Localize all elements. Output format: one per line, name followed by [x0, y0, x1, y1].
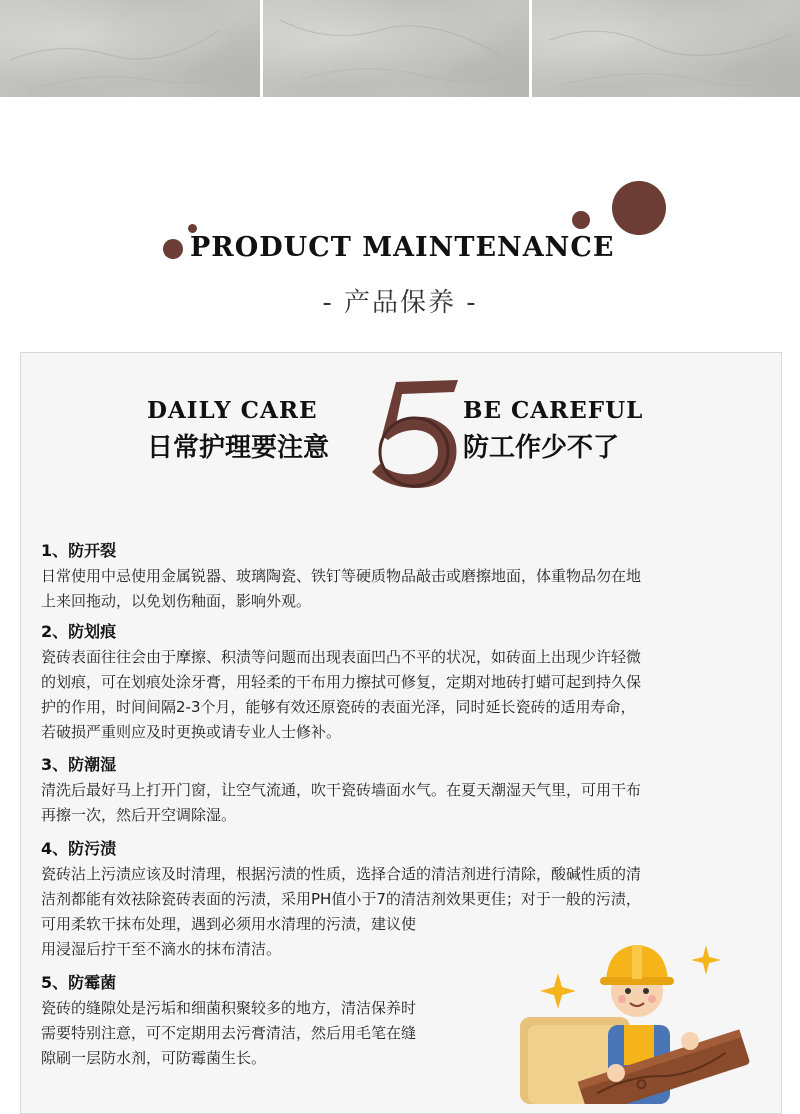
marble-veins	[0, 0, 800, 97]
decor-dot-medium	[572, 211, 590, 229]
section-title-cn: - 产品保养 -	[322, 288, 478, 318]
tip-text: 瓷砖表面往往会由于摩擦、积渍等问题而出现表面凹凸不平的状况，如砖面上出现少许轻微 的划痕，可在划痕处涂牙膏，用轻柔的干布用力擦拭可修复，定期对地砖打蜡可起到持久保 护的作用，时间间隔2-3个月，能够有效还原瓷砖的表面光泽，同时延长瓷砖的适用寿命， 若破损严重则应及时更换或请专业人士修补。	[41, 648, 642, 741]
be-careful-label: BE CAREFUL	[463, 397, 644, 424]
tip-title: 3、防潮湿	[41, 755, 117, 774]
tip-section-3	[41, 754, 761, 828]
tip-text: 瓷砖的缝隙处是污垢和细菌积聚较多的地方，清洁保养时 需要特别注意，可不定期用去污膏清洁，然后用毛笔在缝 隙刷一层防水剂，可防霉菌生长。	[41, 999, 417, 1067]
daily-care-cn: 日常护理要注意	[147, 433, 330, 463]
be-careful-cn: 防工作少不了	[463, 433, 620, 463]
daily-care-label: DAILY CARE	[147, 397, 318, 424]
tip-text: 瓷砖沾上污渍应该及时清理，根据污渍的性质，选择合适的清洁剂进行清除，酸碱性质的清 洁剂都能有效祛除瓷砖表面的污渍，采用PH值小于7的清洁剂效果更佳；对于一般的污渍， 可用柔软干抹布处理，遇到必须用水清理的污渍，建议使 用浸湿后拧干至不滴水的抹布清洁。	[41, 865, 642, 958]
tip-section-2	[41, 621, 761, 745]
decor-dot-large	[612, 181, 666, 235]
tip-title: 2、防划痕	[41, 622, 117, 641]
tip-text: 日常使用中忌使用金属锐器、玻璃陶瓷、铁钉等硬质物品敲击或磨擦地面，体重物品勿在地 上来回拖动，以免划伤釉面，影响外观。	[41, 567, 642, 610]
tip-title: 4、防污渍	[41, 839, 117, 858]
tip-text: 清洗后最好马上打开门窗，让空气流通，吹干瓷砖墙面水气。在夏天潮湿天气里，可用干布 再擦一次，然后开空调除湿。	[41, 781, 642, 824]
number-five-graphic	[358, 372, 468, 492]
tip-section-1	[41, 540, 761, 614]
section-title-en: PRODUCT MAINTENANCE	[190, 232, 615, 263]
worker-illustration	[520, 925, 760, 1104]
decor-dot-left	[163, 239, 183, 259]
tip-title: 1、防开裂	[41, 541, 117, 560]
tip-title: 5、防霉菌	[41, 973, 117, 992]
